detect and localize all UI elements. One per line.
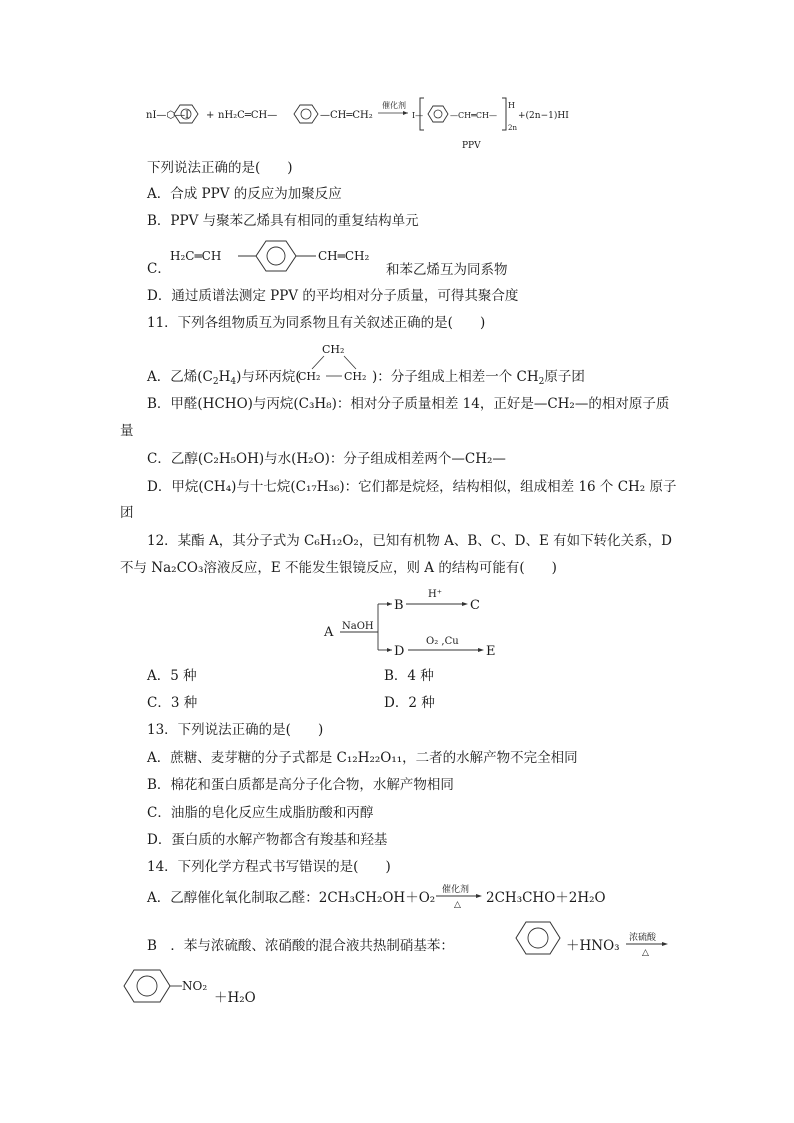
q14-option-b-product: ＋H₂O xyxy=(214,990,256,1006)
q11-a-post: )：分子组成上相差一个 CH xyxy=(372,369,539,385)
q10-option-a: A．合成 PPV 的反应为加聚反应 xyxy=(147,186,342,202)
q12-stem-line1: 12．某酯 A，其分子式为 C₆H₁₂O₂，已知有机物 A、B、C、D、E 有如下转化关系，D xyxy=(147,533,672,549)
q12-scheme-d: D xyxy=(394,644,405,659)
ppv-byproduct: +(2n−1)HI xyxy=(518,111,569,121)
q14-option-a-text: A．乙醇催化氧化制取乙醛：2CH₃CH₂OH＋O₂ xyxy=(147,890,436,906)
q13-option-c: C．油脂的皂化反应生成脂肪酸和丙醇 xyxy=(147,805,374,821)
ppv-reactant1: nI—⬡—I xyxy=(146,110,190,121)
q12-scheme-a: A xyxy=(324,625,334,640)
ppv-reaction-scheme xyxy=(146,96,586,152)
ppv-bracket-right xyxy=(502,98,506,130)
ppv-reactant2-left: nH₂C═CH— xyxy=(218,110,278,121)
q11-option-d-line2: 团 xyxy=(120,505,134,521)
q14-a-arrow xyxy=(434,882,484,910)
q14-option-b-plus-hno3: ＋HNO₃ xyxy=(566,938,620,954)
ppv-reactant2-right: —CH═CH₂ xyxy=(320,110,373,121)
q14-a-catalyst: 催化剂 xyxy=(442,885,470,895)
q14-nitrobenzene xyxy=(120,964,220,1008)
q12-scheme-naoh: NaOH xyxy=(342,621,374,632)
q12-option-d: D．2 种 xyxy=(384,695,435,711)
q11-option-b-line1: B．甲醛(HCHO)与丙烷(C₃H₈)：相对分子质量相差 14，正好是—CH₂—的相对原子质 xyxy=(147,396,670,412)
q12-scheme-cond: O₂ ,Cu xyxy=(426,636,459,647)
ppv-name: PPV xyxy=(462,141,481,151)
q11-a-mid2: )与环丙烷( xyxy=(236,369,301,385)
q12-scheme-c: C xyxy=(470,598,480,613)
benzene-ring-2 xyxy=(294,105,318,123)
q10-option-c-text: 和苯乙烯互为同系物 xyxy=(386,262,508,278)
q14-b-heat: △ xyxy=(642,948,649,958)
q10-option-b: B．PPV 与聚苯乙烯具有相同的重复结构单元 xyxy=(147,213,419,229)
q14-b-catalyst: 浓硫酸 xyxy=(629,933,657,943)
ppv-product-left: I— xyxy=(412,111,424,120)
q11-a-end: 原子团 xyxy=(544,369,585,385)
q11-option-c: C．乙醇(C₂H₅OH)与水(H₂O)：分子组成相差两个—CH₂— xyxy=(147,451,506,467)
q14-benzene-reactant xyxy=(512,918,564,958)
benzene-ring-3 xyxy=(428,106,448,122)
ppv-plus: + xyxy=(206,110,215,121)
q11-option-b-line2: 量 xyxy=(120,423,134,439)
q12-scheme-e: E xyxy=(486,644,496,659)
q13-option-d: D．蛋白质的水解产物都含有羧基和羟基 xyxy=(147,832,388,848)
benzene-ring-c xyxy=(256,241,296,271)
q10-option-c-label: C． xyxy=(147,261,171,277)
q14-option-b-text: B ．苯与浓硫酸、浓硝酸的混合液共热制硝基苯： xyxy=(147,938,454,954)
q14-a-heat: △ xyxy=(454,900,461,910)
q12-scheme-h: H⁺ xyxy=(428,589,442,600)
q10-option-c-structure xyxy=(170,238,390,278)
q14-option-a-product: 2CH₃CHO＋2H₂O xyxy=(486,890,606,906)
q10-c-left: H₂C═CH xyxy=(170,249,222,263)
ppv-product-end: H xyxy=(508,101,515,110)
q11-stem: 11．下列各组物质互为同系物且有关叙述正确的是( ) xyxy=(147,315,486,331)
q11-option-d-line1: D．甲烷(CH₄)与十七烷(C₁₇H₃₆)：它们都是烷烃，结构相似，组成相差 16 个 CH₂ 原子 xyxy=(147,479,677,495)
q11-a-mid1: H xyxy=(218,369,231,385)
q12-stem-line2: 不与 Na₂CO₃溶液反应，E 不能发生银镜反应，则 A 的结构可能有( ) xyxy=(120,560,557,576)
q11-a-pre: A．乙烯(C xyxy=(147,369,213,385)
ppv-catalyst: 催化剂 xyxy=(382,101,406,110)
q13-option-b: B．棉花和蛋白质都是高分子化合物，水解产物相同 xyxy=(147,777,454,793)
q12-option-b: B．4 种 xyxy=(384,668,434,684)
q10-option-d: D．通过质谱法测定 PPV 的平均相对分子质量，可得其聚合度 xyxy=(147,288,519,304)
q13-option-a: A．蔗糖、麦芽糖的分子式都是 C₁₂H₂₂O₁₁，二者的水解产物不完全相同 xyxy=(147,750,578,766)
q11-ring-top: CH₂ xyxy=(322,343,345,356)
q11-option-a-rest: )：分子组成上相差一个 $CH_2$原子团 xyxy=(372,369,585,387)
q10-c-right: CH═CH₂ xyxy=(318,249,370,263)
q11-option-a: A．乙烯$(C_2H_4)$与环丙烷( xyxy=(147,369,301,387)
q14-b-arrow xyxy=(624,930,670,958)
ppv-product-sub: 2n xyxy=(508,124,517,132)
q11-ring-right: CH₂ xyxy=(344,370,367,383)
q13-stem: 13．下列说法正确的是( ) xyxy=(147,722,324,738)
q11-ring-left: CH₂ xyxy=(298,370,321,383)
q14-b-no2: NO₂ xyxy=(182,979,208,993)
q11-cyclopropane-structure xyxy=(298,340,374,386)
q12-option-c: C．3 种 xyxy=(147,695,198,711)
ppv-product-chain: —CH═CH— xyxy=(450,111,498,120)
q12-conversion-scheme xyxy=(322,586,502,660)
q12-option-a: A．5 种 xyxy=(147,668,197,684)
q14-stem: 14．下列化学方程式书写错误的是( ) xyxy=(147,859,391,875)
q10-stem: 下列说法正确的是( ) xyxy=(147,160,293,176)
q12-scheme-b: B xyxy=(394,598,404,613)
